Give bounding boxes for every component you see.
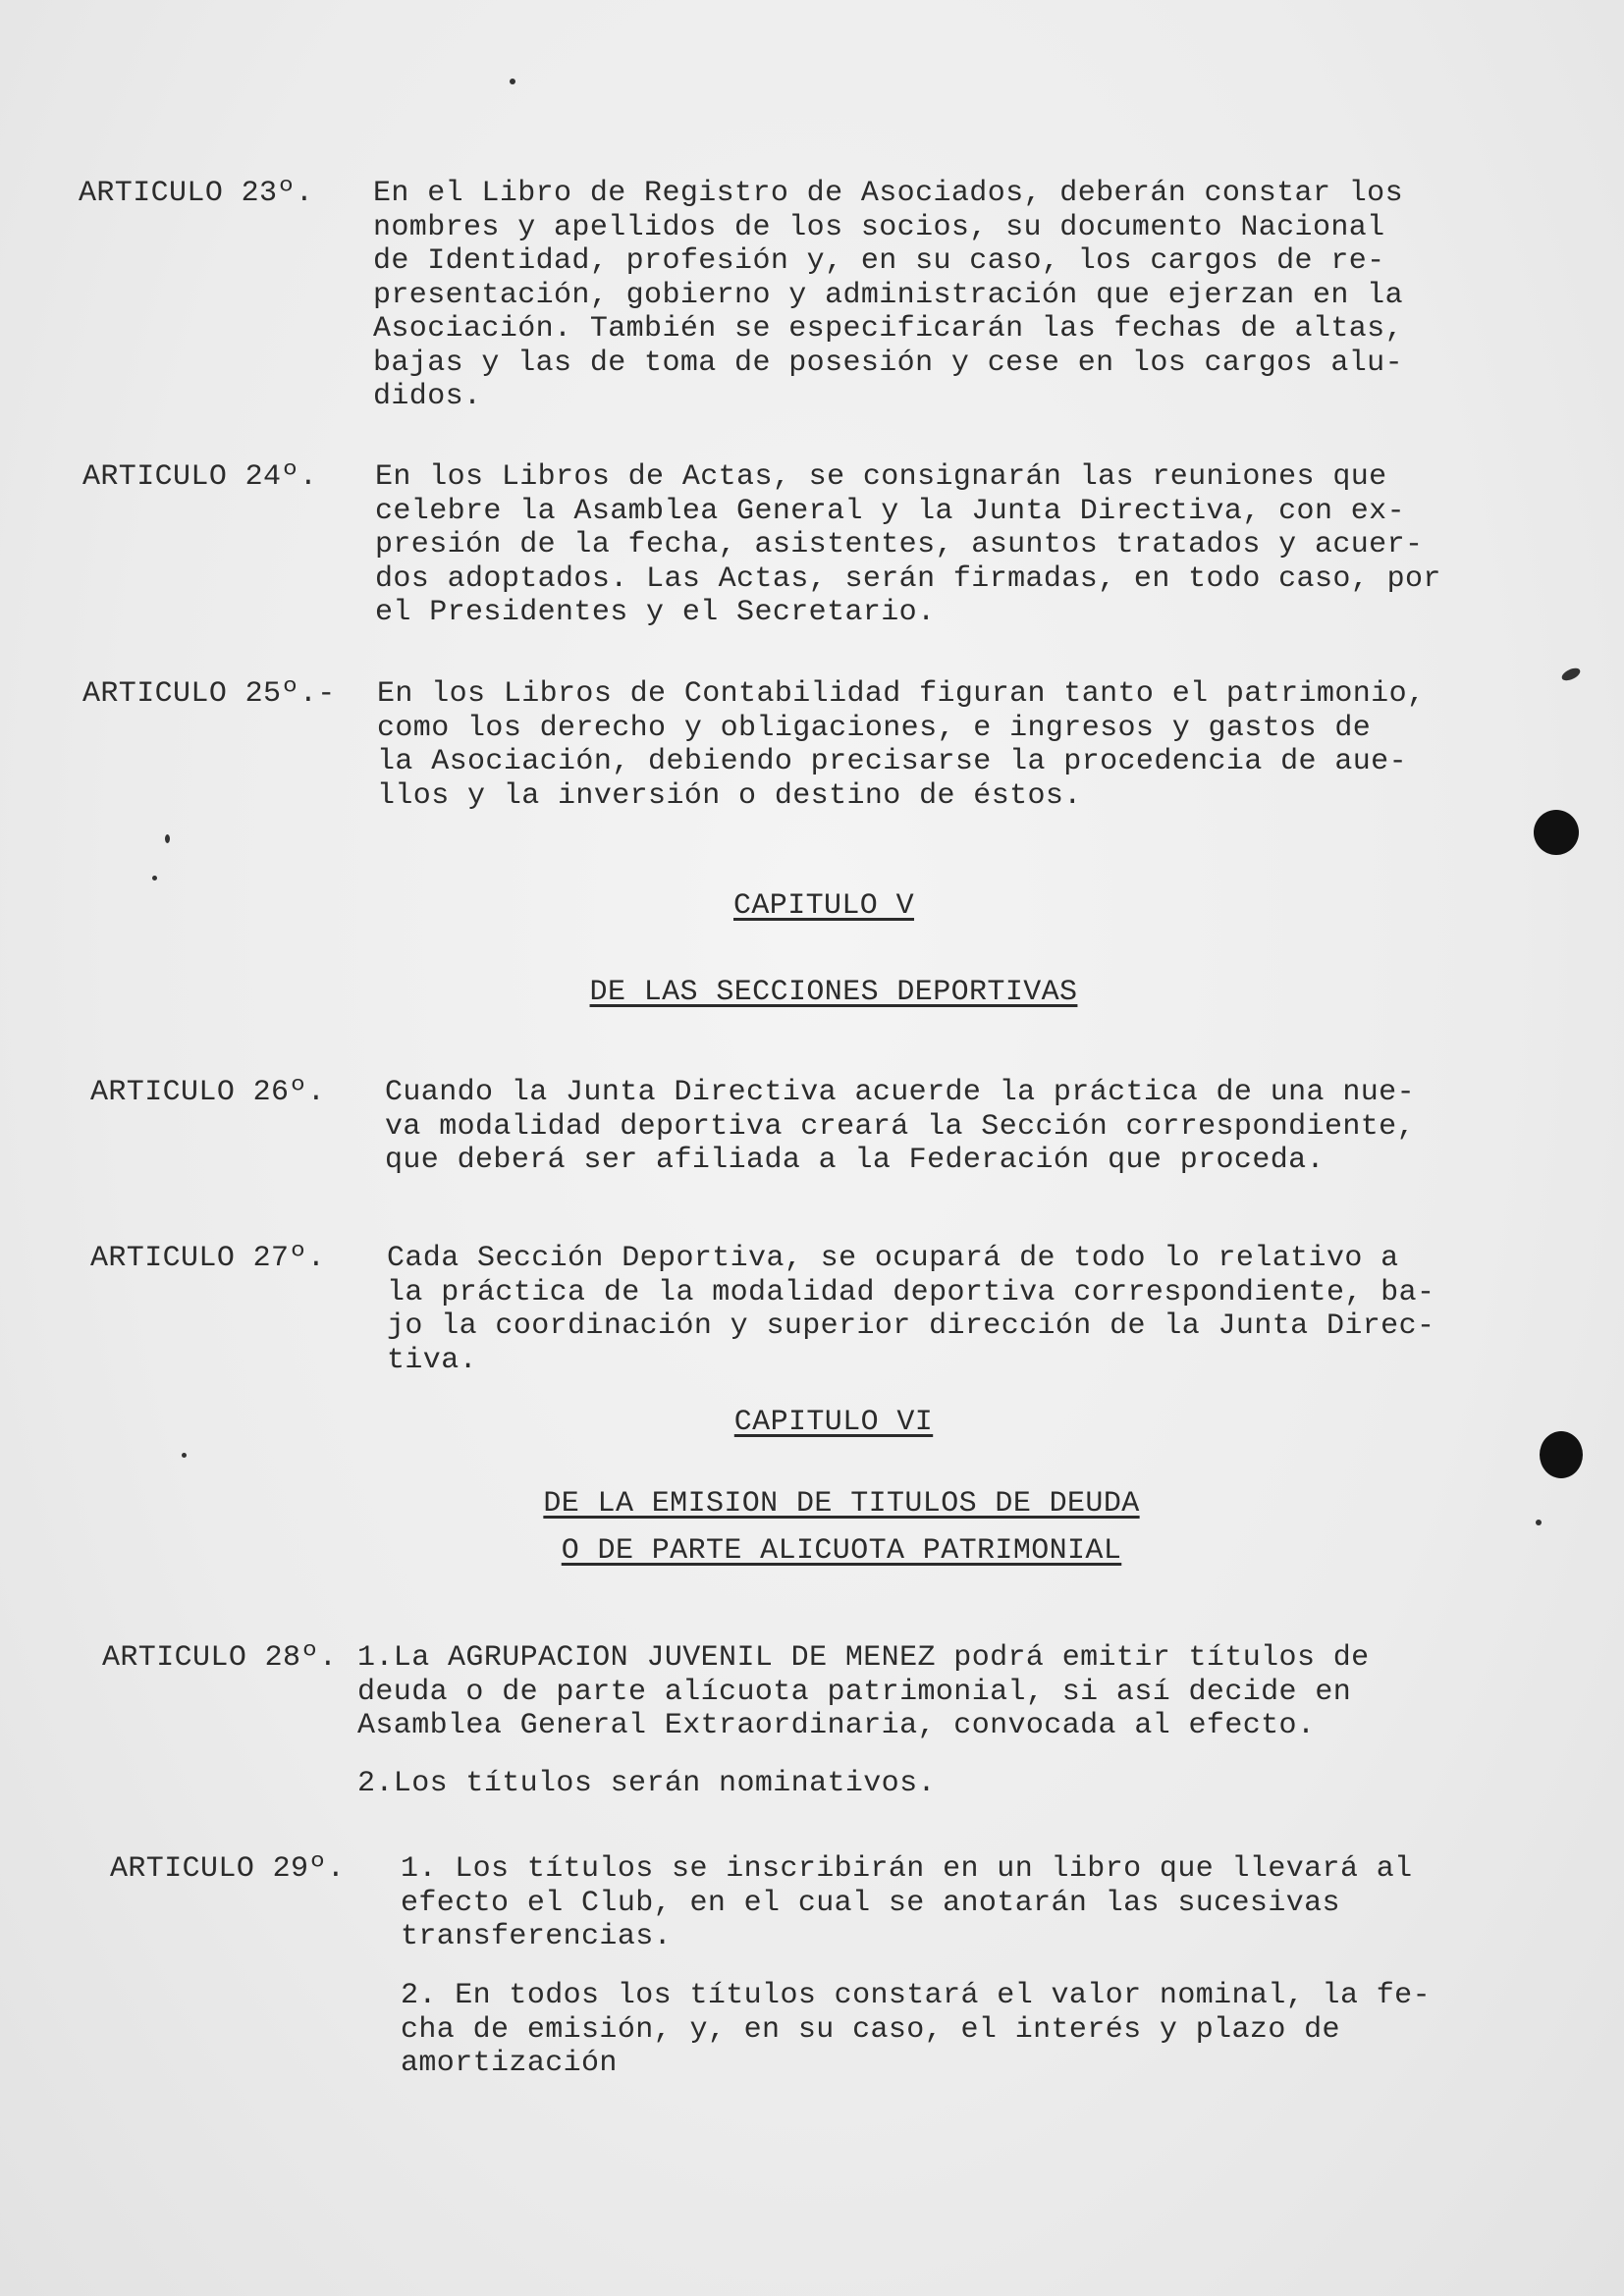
chapter-5-title-text: DE LAS SECCIONES DEPORTIVAS [589, 976, 1078, 1009]
article-23-label: ARTICULO 23º. [79, 177, 314, 210]
article-27-label: ARTICULO 27º. [90, 1242, 326, 1275]
chapter-6-title-line-2 [0, 1534, 1624, 1568]
chapter-5-heading [0, 889, 1624, 923]
article-26-text: Cuando la Junta Directiva acuerde la práctica de una nue- va modalidad deportiva creará la Sección correspondiente, que deberá ser afiliada a la Federación que proceda. [385, 1076, 1415, 1177]
ink-speck [152, 876, 157, 881]
ink-blot [1534, 810, 1579, 855]
article-26-label: ARTICULO 26º. [90, 1076, 326, 1109]
chapter-6-title-line-1 [0, 1487, 1624, 1521]
article-25-label: ARTICULO 25º.- [82, 677, 336, 711]
article-28-label: ARTICULO 28º. [102, 1641, 338, 1675]
article-25-text: En los Libros de Contabilidad figuran tanto el patrimonio, como los derecho y obligaciones, e ingresos y gastos de la Asociación, debiendo precisarse la procedencia de aue- llos y la inversión o destino de éstos. [377, 677, 1426, 813]
article-24-label: ARTICULO 24º. [82, 460, 318, 494]
chapter-6-title-2-text: O DE PARTE ALICUOTA PATRIMONIAL [561, 1534, 1122, 1568]
article-28-text: 1.La AGRUPACION JUVENIL DE MENEZ podrá emitir títulos de deuda o de parte alícuota patrimonial, si así decide en Asamblea General Extraordinaria, convocada al efecto. [357, 1641, 1370, 1742]
article-23-text: En el Libro de Registro de Asociados, deberán constar los nombres y apellidos de los socios, su documento Nacional de Identidad, profesión y, en su caso, los cargos de re- presentación, gobierno y administración que ejerzan en la Asociación. También se especificarán las fechas de altas, bajas y las de toma de posesión y cese en los cargos alu- didos. [373, 177, 1403, 413]
article-29-label: ARTICULO 29º. [110, 1852, 346, 1886]
article-24-text: En los Libros de Actas, se consignarán las reuniones que celebre la Asamblea General y la Junta Directiva, con ex- presión de la fecha, asistentes, asuntos tratados y acuer- dos adoptados. Las Actas, serán firmadas, en todo caso, por el Presidentes y el Secretario. [375, 460, 1441, 629]
chapter-5-title [0, 976, 1624, 1009]
ink-speck [510, 79, 515, 84]
ink-speck [182, 1453, 187, 1458]
ink-speck [165, 834, 170, 843]
article-27-text: Cada Sección Deportiva, se ocupará de todo lo relativo a la práctica de la modalidad deportiva correspondiente, ba- jo la coordinación y superior dirección de la Junta Direc- tiva. [387, 1242, 1435, 1377]
chapter-6-label: CAPITULO VI [733, 1406, 934, 1439]
chapter-6-title-1-text: DE LA EMISION DE TITULOS DE DEUDA [543, 1487, 1140, 1521]
ink-speck [1536, 1520, 1542, 1525]
ink-blot [1540, 1431, 1583, 1478]
article-28-item-2: 2.Los títulos serán nominativos. [357, 1767, 936, 1800]
chapter-5-label: CAPITULO V [732, 889, 915, 923]
article-29-item-1: 1. Los títulos se inscribirán en un libro que llevará al efecto el Club, en el cual se anotarán las sucesivas transferencias. [401, 1852, 1413, 1953]
chapter-6-heading [0, 1406, 1624, 1439]
article-29-item-2: 2. En todos los títulos constará el valor nominal, la fe- cha de emisión, y, en su caso, el interés y plazo de amortización [401, 1979, 1431, 2080]
